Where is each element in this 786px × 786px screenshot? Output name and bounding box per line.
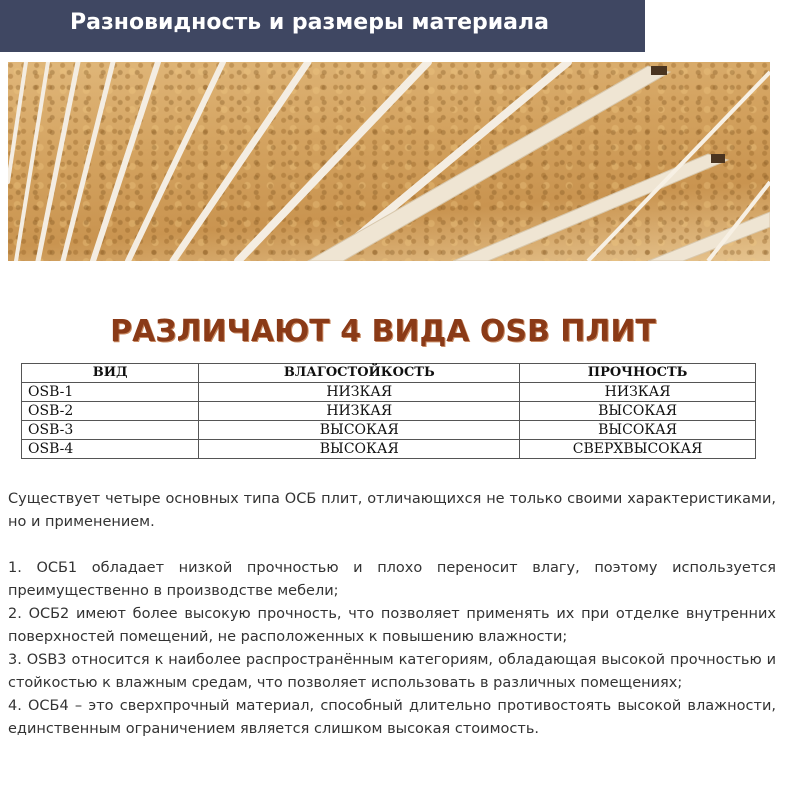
table-header-row [22,364,756,383]
cell-moisture: НИЗКАЯ [199,402,520,421]
cell-moisture: ВЫСОКАЯ [199,421,520,440]
list-item: 2. ОСБ2 имеют более высокую прочность, что позволяет применять их при отделке внутренних поверхностей помещений, не расположенных к повышению влажности; [8,606,776,645]
cell-type: OSB-1 [22,383,199,402]
description-text [8,488,776,741]
paragraph-spacer [8,534,776,557]
cell-moisture: ВЫСОКАЯ [199,440,520,459]
cell-strength: ВЫСОКАЯ [520,421,756,440]
cell-type: OSB-2 [22,402,199,421]
osb-types-table [21,363,756,459]
table-row [22,402,756,421]
osb-ceiling-illustration [8,62,770,261]
page-title: Разновидность и размеры материала [70,10,549,35]
table-row [22,440,756,459]
list-item: 3. OSB3 относится к наиболее распространённым категориям, обладающая высокой прочностью и стойкостью к влажным средам, что позволяет использовать в различных помещениях; [8,652,776,691]
cell-moisture: НИЗКАЯ [199,383,520,402]
column-header-type: ВИД [22,364,199,383]
table-row [22,421,756,440]
table-row [22,383,756,402]
cell-type: OSB-3 [22,421,199,440]
cell-strength: НИЗКАЯ [520,383,756,402]
osb-photo [8,62,770,261]
section-heading: РАЗЛИЧАЮТ 4 ВИДА OSB ПЛИТ [110,314,656,349]
column-header-strength: ПРОЧНОСТЬ [520,364,756,383]
cell-type: OSB-4 [22,440,199,459]
cell-strength: СВЕРХВЫСОКАЯ [520,440,756,459]
column-header-moisture: ВЛАГОСТОЙКОСТЬ [199,364,520,383]
list-item: 1. ОСБ1 обладает низкой прочностью и плохо переносит влагу, поэтому используется преимущественно в производстве мебели; [8,560,776,599]
title-banner [0,0,645,52]
intro-paragraph: Существует четыре основных типа ОСБ плит, отличающихся не только своими характеристиками, но и применением. [8,491,776,530]
cell-strength: ВЫСОКАЯ [520,402,756,421]
list-item: 4. ОСБ4 – это сверхпрочный материал, способный длительно противостоять высокой влажности, единственным ограничением является слишком высокая стоимость. [8,698,776,737]
